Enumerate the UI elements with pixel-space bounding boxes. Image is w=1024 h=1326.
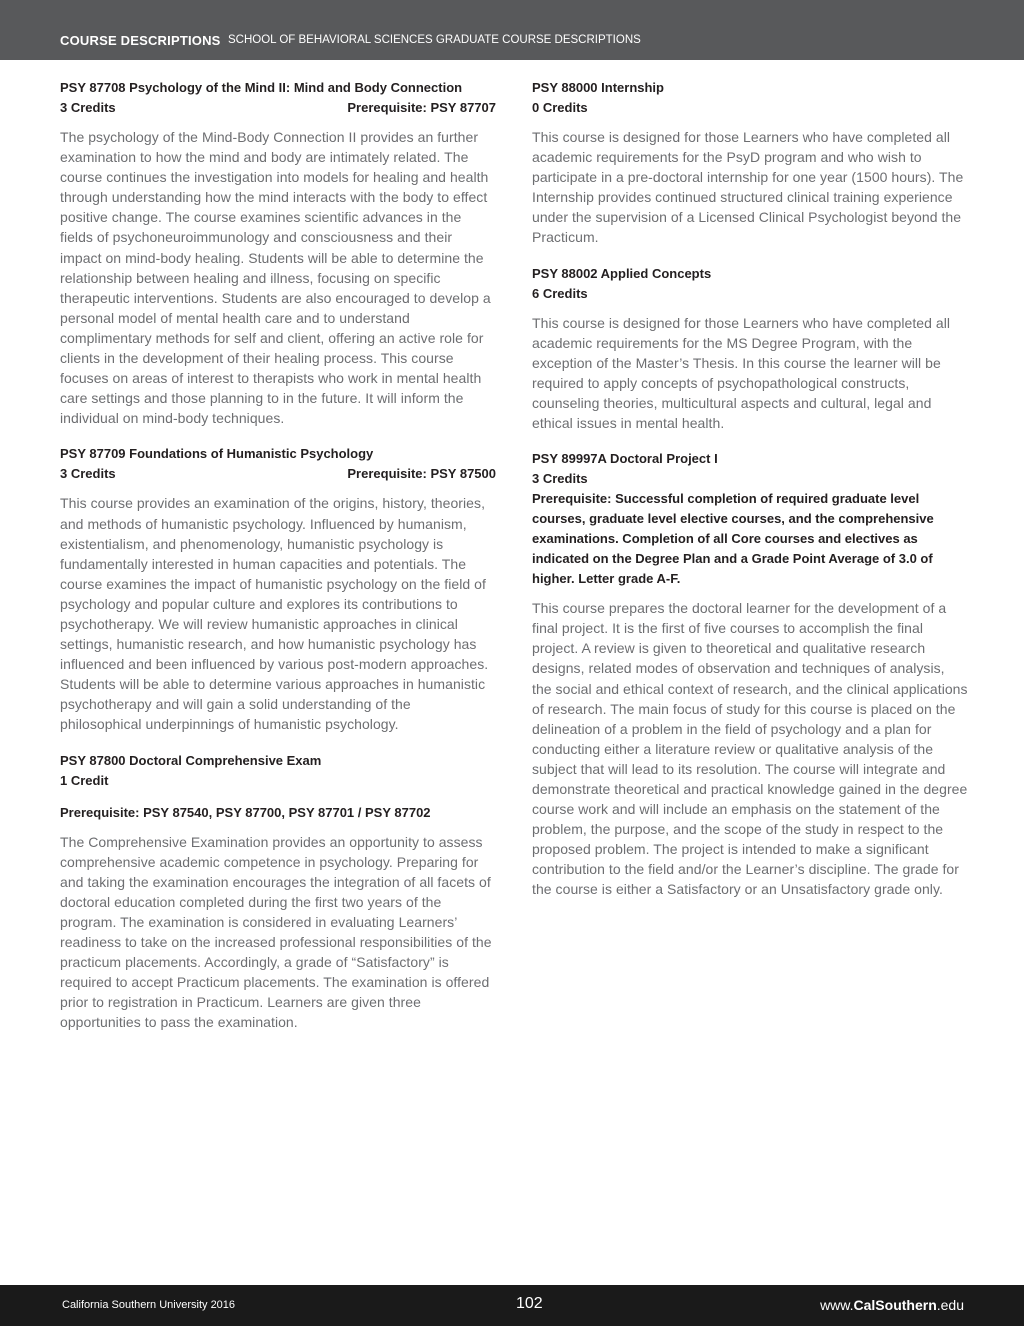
course-meta <box>60 464 496 484</box>
course-description: This course is designed for those Learners who have completed all academic requirements for the PsyD program and who wish to participate in a pre-doctoral internship for one year (1500 hours). The Internship provides continued structured clinical training experience under the supervision of a Licensed Clinical Psychologist beyond the Practicum. <box>532 129 964 246</box>
course-psy-88002 <box>532 264 968 434</box>
page-footer <box>0 1285 1024 1326</box>
course-description: The Comprehensive Examination provides an opportunity to assess comprehensive academic competence in psychology. Preparing for and taking the examination encourages the integration of all facets of doctoral education completed during the first two years of the program. The examination is considered in evaluating Learners’ readiness to take on the increased professional responsibilities of the practicum placements. Accordingly, a grade of “Satisfactory” is required to accept Practicum placements. The examination is offered prior to registration in Practicum. Learners are given three opportunities to pass the examination. <box>60 833 492 1031</box>
course-title: PSY 88000 Internship <box>532 80 664 95</box>
course-prerequisite: Prerequisite: PSY 87500 <box>347 466 496 482</box>
course-title: PSY 87709 Foundations of Humanistic Psychology <box>60 446 374 462</box>
course-title: PSY 88002 Applied Concepts <box>532 265 712 281</box>
course-prerequisite: Prerequisite: Successful completion of required graduate level courses, graduate level elective courses, and the comprehensive examinations. Completion of all Core courses and electives as indicated on the Degree Plan and a Grade Point Average of 3.0 of higher. Letter grade A-F. <box>532 491 934 587</box>
course-title: PSY 87800 Doctoral Comprehensive Exam <box>60 752 322 768</box>
footer-website-link[interactable] <box>820 1297 964 1313</box>
course-title: PSY 87708 Psychology of the Mind II: Mind and Body Connection <box>60 80 463 95</box>
course-psy-89997a <box>532 449 968 899</box>
course-credits: 0 Credits <box>532 100 588 115</box>
url-brand: CalSouthern <box>853 1297 937 1313</box>
course-credits: 3 Credits <box>60 100 116 115</box>
course-prerequisite: Prerequisite: PSY 87540, PSY 87700, PSY 87701 / PSY 87702 <box>60 804 431 820</box>
course-description: This course prepares the doctoral learner for the development of a final project. It is the first of five courses to accomplish the final project. A review is given to theoretical and qualitative research designs, related modes of observation and techniques of analysis, the social and ethical context of research, and the clinical applications of research. The main focus of study for this course is placed on the delineation of a problem in the field of psychology and a plan for conducting either a literature review or qualitative analysis of the subject that will lead to its resolution. The course will integrate and demonstrate theoretical and practical knowledge gained in the degree course work and will include an emphasis on the statement of the problem, the purpose, and the scope of the study in respect to the proposed problem. The project is intended to make a significant contribution to the field and/or the Learner’s discipline. The grade for the course is either a Satisfactory or an Unsatisfactory grade only. <box>532 600 968 898</box>
course-description: The psychology of the Mind-Body Connection II provides an further examination to how the mind and body are intimately related. The course continues the investigation into models for healing and health through understanding how the mind interacts with the body to effect positive change. The course examines scientific advances in the fields of psychoneuroimmunology and consciousness and their impact on mind-body healing. Students will be able to determine the relationship between healing and illness, focusing on specific therapeutic interventions. Students are also encouraged to develop a personal model of mental health care and to understand complimentary methods for self and client, offering an active role for clients in the development of their healing process. This course focuses on areas of interest to therapists who work in mental health care settings and those planning to in the future. It will inform the individual on mind-body techniques. <box>60 129 491 427</box>
course-psy-87709 <box>60 444 496 734</box>
page-header <box>0 0 1024 60</box>
right-column <box>532 78 968 916</box>
course-meta <box>60 98 496 118</box>
course-credits: 3 Credits <box>60 466 116 482</box>
course-credits: 1 Credit <box>60 772 109 788</box>
course-credits: 6 Credits <box>532 285 588 301</box>
url-prefix: www. <box>820 1297 854 1313</box>
course-title: PSY 89997A Doctoral Project I <box>532 451 718 467</box>
section-title: COURSE DESCRIPTIONS <box>60 33 221 48</box>
url-suffix: .edu <box>936 1297 964 1313</box>
page-number: 102 <box>516 1295 543 1312</box>
left-column <box>60 78 496 1048</box>
footer-university: California Southern University 2016 <box>62 1299 236 1311</box>
course-psy-87708 <box>60 78 496 428</box>
course-description: This course is designed for those Learners who have completed all academic requirements for the MS Degree Program, with the exception of the Master’s Thesis. In this course the learner will be required to apply concepts of psychopathological constructs, counseling theories, multicultural aspects and cultural, legal and ethical issues in mental health. <box>532 314 951 432</box>
course-prerequisite: Prerequisite: PSY 87707 <box>347 100 496 115</box>
course-credits: 3 Credits <box>532 471 588 487</box>
course-description: This course provides an examination of the origins, history, theories, and methods of humanistic psychology. Influenced by humanism, existentialism, and phenomenology, humanistic psychology is fundamentally interested in human capacities and potentials. The course examines the impact of humanistic psychology on the field of psychology and popular culture and explores its contributions to psychotherapy. We will review humanistic approaches in clinical settings, humanistic research, and how humanistic psychology has influenced and been influenced by various post-modern approaches. Students will be able to determine various approaches in humanistic psychotherapy and will gain a solid understanding of the philosophical underpinnings of humanistic psychology. <box>60 495 489 733</box>
course-psy-87800 <box>60 751 496 1033</box>
course-psy-88000 <box>532 78 968 248</box>
section-subtitle: SCHOOL OF BEHAVIORAL SCIENCES GRADUATE COURSE DESCRIPTIONS <box>228 34 641 46</box>
